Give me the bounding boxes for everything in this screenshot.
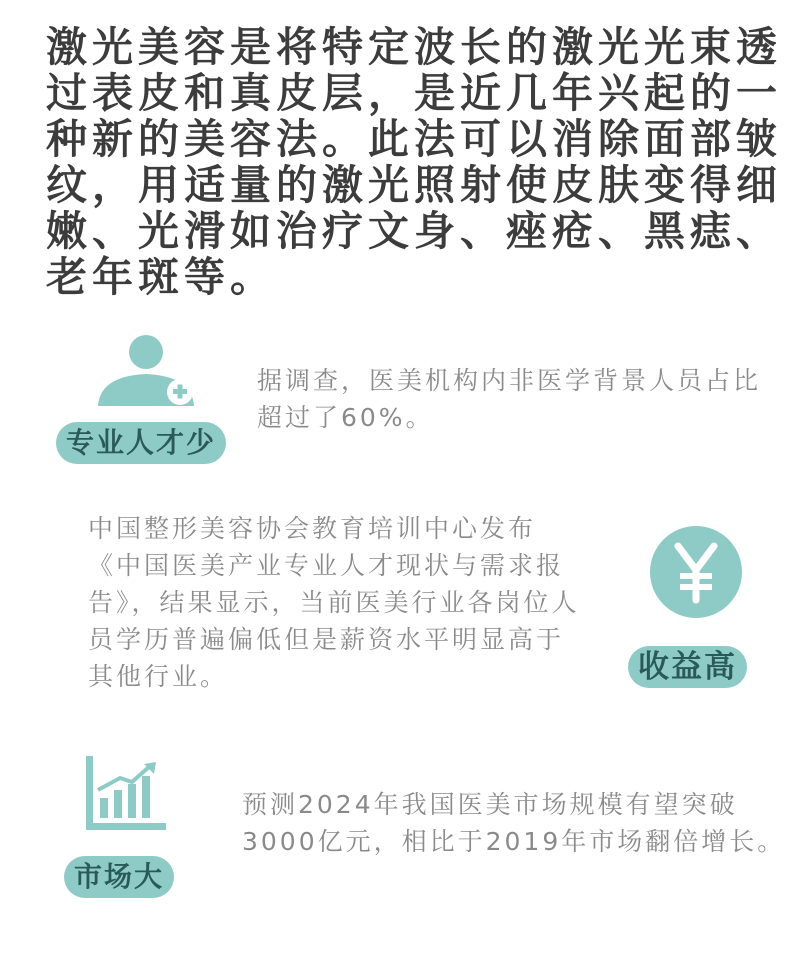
person-plus-icon bbox=[96, 330, 200, 406]
income-badge: 收益高 bbox=[628, 646, 747, 688]
market-text: 预测2024年我国医美市场规模有望突破3000亿元，相比于2019年市场翻倍增长。 bbox=[242, 790, 786, 856]
talent-badge: 专业人才少 bbox=[56, 422, 226, 464]
yen-icon bbox=[648, 524, 744, 620]
intro-paragraph: 激光美容是将特定波长的激光光束透过表皮和真皮层，是近几年兴起的一种新的美容法。此法可以消除面部皱纹，用适量的激光照射使皮肤变得细嫩、光滑如治疗文身、痤疮、黑痣、老年斑等。 bbox=[46, 23, 782, 301]
market-badge: 市场大 bbox=[64, 856, 174, 898]
growth-chart-icon bbox=[86, 756, 166, 830]
talent-text: 据调查，医美机构内非医学背景人员占比超过了60%。 bbox=[257, 366, 762, 432]
income-text: 中国整形美容协会教育培训中心发布《中国医美产业专业人才现状与需求报告》，结果显示，当前医美行业各岗位人员学历普遍偏低但是薪资水平明显高于其他行业。 bbox=[88, 514, 580, 691]
